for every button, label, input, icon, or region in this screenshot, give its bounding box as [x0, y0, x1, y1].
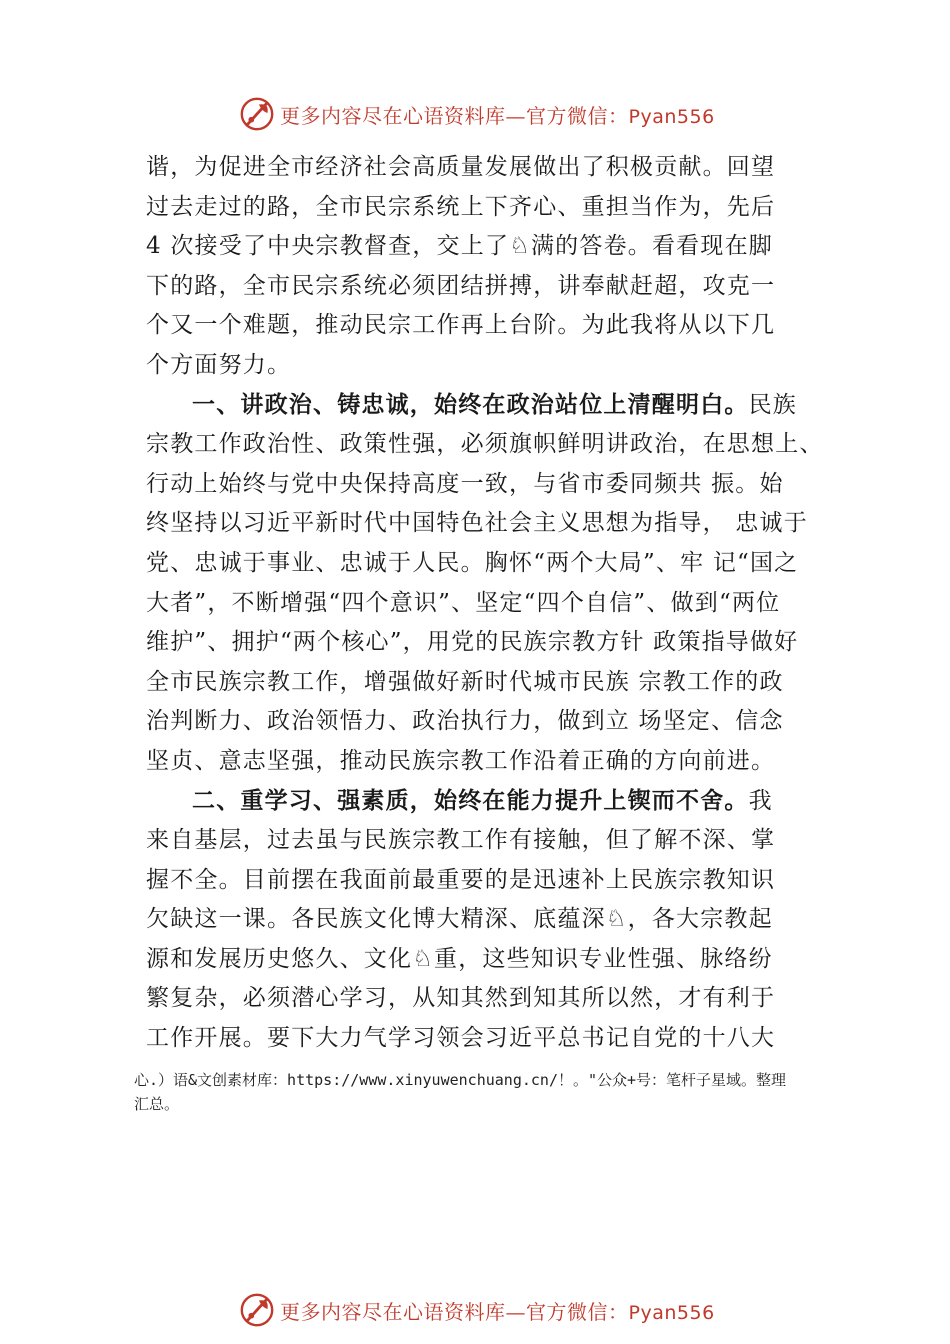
text-fragment: 民族 — [748, 391, 798, 418]
text-line: 宗教工作政治性、政策性强，必须旗帜鲜明讲政治，在思想上、 — [146, 431, 824, 458]
text-line: 工作开展。要下大力气学习领会习近平总书记自党的十八大 — [146, 1025, 776, 1052]
section-heading: 二、重学习、强素质，始终在能力提升上锲而不舍。 — [192, 787, 749, 814]
text-line: 党、忠诚于事业、忠诚于人民。胸怀“两个大局”、牢 记“国之 — [146, 549, 799, 576]
text-line: 握不全。目前摆在我面前最重要的是迅速补上民族宗教知识 — [146, 866, 776, 893]
wechat-id: Pyan556 — [628, 1301, 715, 1324]
text-line: 4 次接受了中央宗教督查，交上了♘满的答卷。看看现在脚 — [146, 233, 773, 260]
text-line: 来自基层，过去虽与民族宗教工作有接触，但了解不深、掌 — [146, 827, 776, 854]
text-line: 个方面努力。 — [146, 351, 292, 378]
text-line: 行动上始终与党中央保持高度一致，与省市委同频共 振。始 — [146, 470, 784, 497]
quill-seal-icon — [238, 95, 276, 133]
text-fragment: 我 — [748, 787, 773, 814]
text-line: 维护”、拥护“两个核心”，用党的民族宗教方针 政策指导做好 — [146, 629, 799, 656]
text-line: 欠缺这一课。各民族文化博大精深、底蕴深♘，各大宗教起 — [146, 906, 773, 933]
footer-banner — [238, 1290, 738, 1330]
header-banner — [238, 94, 738, 134]
document-body — [146, 148, 846, 1059]
footnote-line: 汇总。 — [134, 1095, 180, 1113]
section-heading-line — [146, 386, 846, 426]
footnote-line: 心.）语&文创素材库：https://www.xinyuwenchuang.cn/！。"公众+号：笔杆子星域。整理 — [134, 1071, 787, 1089]
wechat-id: Pyan556 — [628, 105, 715, 128]
section-heading-line — [146, 782, 846, 822]
section-heading: 一、讲政治、铸忠诚，始终在政治站位上清醒明白。 — [192, 391, 749, 418]
text-line: 下的路，全市民宗系统必须团结拼搏，讲奉献赶超，攻克一 — [146, 272, 776, 299]
text-line: 源和发展历史悠久、文化♘重，这些知识专业性强、脉络纷 — [146, 945, 773, 972]
text-line: 谐，为促进全市经济社会高质量发展做出了积极贡献。回望 — [146, 154, 776, 180]
footnote — [134, 1068, 844, 1116]
banner-text: 更多内容尽在心语资料库—官方微信：Pyan556 — [280, 1299, 715, 1324]
text-line: 过去走过的路，全市民宗系统上下齐心、重担当作为，先后 — [146, 193, 776, 220]
text-line: 治判断力、政治领悟力、政治执行力，做到立 场坚定、信念 — [146, 708, 784, 735]
text-line: 个又一个难题，推动民宗工作再上台阶。为此我将从以下几 — [146, 312, 776, 339]
text-line: 全市民族宗教工作，增强做好新时代城市民族 宗教工作的政 — [146, 668, 784, 695]
text-line: 繁复杂，必须潜心学习，从知其然到知其所以然，才有利于 — [146, 985, 776, 1012]
text-line: 终坚持以习近平新时代中国特色社会主义思想为指导， 忠诚于 — [146, 510, 808, 537]
text-line: 坚贞、意志坚强，推动民族宗教工作沿着正确的方向前进。 — [146, 747, 776, 774]
quill-seal-icon — [238, 1291, 276, 1329]
text-line: 大者”，不断增强“四个意识”、坚定“四个自信”、做到“两位 — [146, 589, 781, 616]
banner-text: 更多内容尽在心语资料库—官方微信：Pyan556 — [280, 103, 715, 128]
